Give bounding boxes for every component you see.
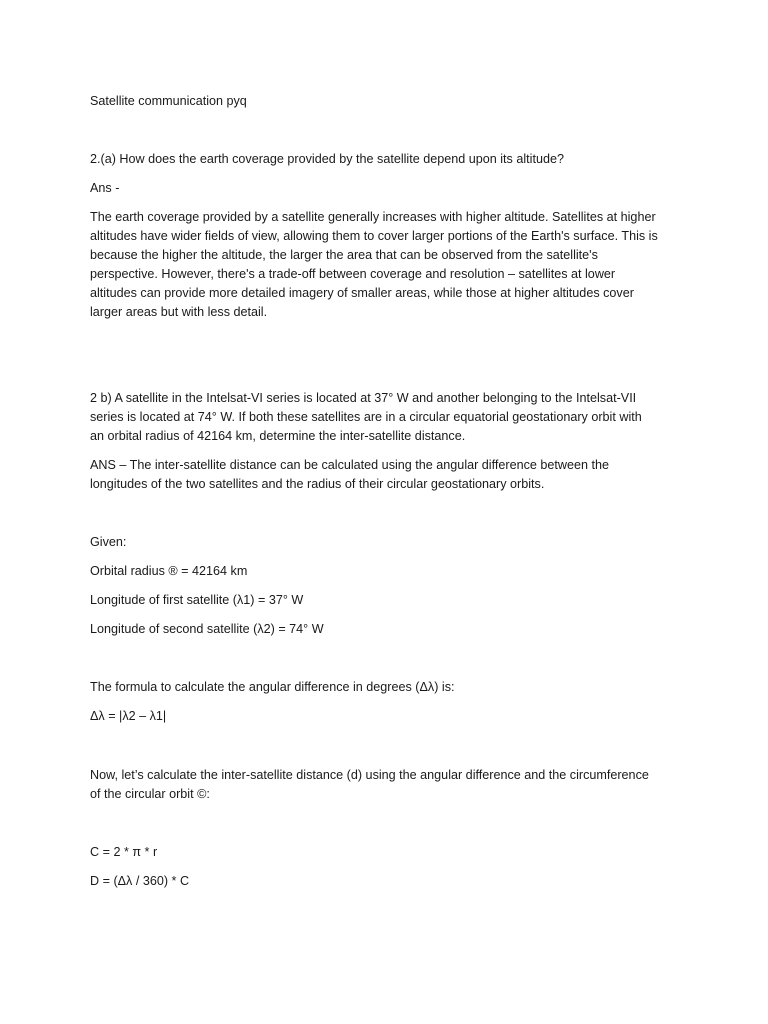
answer-2a-line: perspective. However, there's a trade-off between coverage and resolution – satellites at lower bbox=[90, 267, 616, 281]
answer-2b-line: longitudes of the two satellites and the radius of their circular geostationary orbits. bbox=[90, 477, 545, 491]
answer-2a-line: because the higher the altitude, the larger the area that can be observed from the satellite's bbox=[90, 248, 598, 262]
given-longitude-first: Longitude of first satellite (λ1) = 37° W bbox=[90, 593, 304, 607]
given-label: Given: bbox=[90, 535, 127, 549]
question-2b-line: series is located at 74° W. If both these satellites are in a circular equatorial geostationary orbit with bbox=[90, 410, 642, 424]
equation-circumference: C = 2 * π * r bbox=[90, 845, 158, 859]
answer-2b-line: ANS – The inter-satellite distance can be calculated using the angular difference between the bbox=[90, 458, 610, 472]
question-2b-line: an orbital radius of 42164 km, determine the inter-satellite distance. bbox=[90, 429, 466, 443]
equation-distance: D = (Δλ / 360) * C bbox=[90, 874, 190, 888]
distance-intro-paragraph bbox=[90, 766, 649, 804]
given-longitude-second: Longitude of second satellite (λ2) = 74° W bbox=[90, 622, 324, 636]
question-2a: 2.(a) How does the earth coverage provided by the satellite depend upon its altitude? bbox=[90, 152, 564, 166]
answer-2a-label: Ans - bbox=[90, 181, 120, 195]
formula-intro: The formula to calculate the angular difference in degrees (Δλ) is: bbox=[90, 680, 455, 694]
question-2b-line: 2 b) A satellite in the Intelsat-VI series is located at 37° W and another belonging to the Intelsat-VII bbox=[90, 391, 637, 405]
answer-2a-paragraph bbox=[90, 208, 658, 322]
distance-intro-line: of the circular orbit ©: bbox=[90, 787, 210, 801]
formula-angular-difference: Δλ = |λ2 – λ1| bbox=[90, 709, 167, 723]
document-title: Satellite communication pyq bbox=[90, 94, 247, 108]
answer-2a-line: The earth coverage provided by a satellite generally increases with higher altitude. Satellites at higher bbox=[90, 210, 656, 224]
answer-2a-line: altitudes have wider fields of view, allowing them to cover larger portions of the Earth's surface. This is bbox=[90, 229, 658, 243]
answer-2b-paragraph bbox=[90, 456, 609, 494]
given-orbital-radius: Orbital radius ® = 42164 km bbox=[90, 564, 248, 578]
question-2b-paragraph bbox=[90, 389, 642, 446]
answer-2a-line: larger areas but with less detail. bbox=[90, 305, 268, 319]
answer-2a-line: altitudes can provide more detailed imagery of smaller areas, while those at higher altitudes cover bbox=[90, 286, 634, 300]
distance-intro-line: Now, let’s calculate the inter-satellite distance (d) using the angular difference and the circumference bbox=[90, 768, 649, 782]
